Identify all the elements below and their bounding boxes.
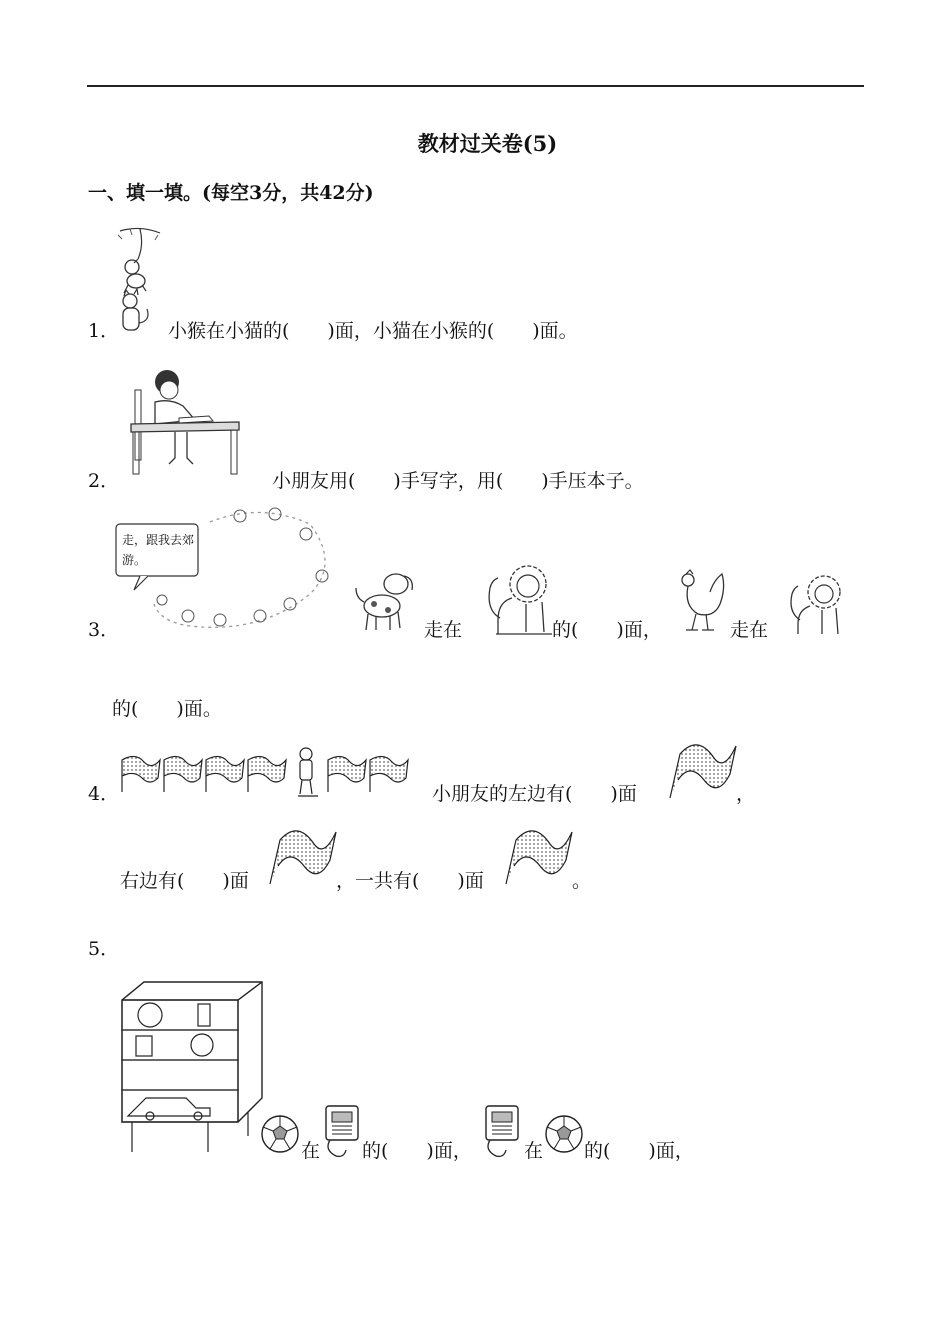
speech-bubble-text: 走，跟我去郊游。 [122,533,195,567]
child-writing-at-desk-illustration [125,366,245,476]
soccer-ball-icon [260,1114,300,1154]
q5-number: 5． [88,938,120,960]
flag-icon-2 [268,826,338,886]
q4-text-c: ，一共有( )面 [336,870,484,892]
q2-text: 小朋友用( )手写字，用( )手压本子。 [272,470,644,492]
q3-number: 3． [88,619,120,641]
excursion-speech-illustration [110,504,340,638]
cabinet-illustration [118,978,268,1158]
rooster-icon [676,568,728,634]
q3-text-a: 走在 [424,619,463,641]
section-heading-fill-in: 一、填一填。(每空3分，共42分) [88,182,374,204]
soccer-ball-icon-2 [544,1114,584,1154]
q4-text-a: 小朋友的左边有( )面 [432,783,637,805]
q4-comma: ， [736,783,756,805]
q4-text-b: 右边有( )面 [120,870,249,892]
q1-number: 1． [88,320,120,342]
q3-text-c: 走在 [730,619,769,641]
header-rule [87,85,864,87]
flag-icon [668,740,738,800]
q2-number: 2． [88,470,120,492]
q5-text-b: 的( )面， [362,1140,472,1162]
q5-text-a: 在 [301,1140,321,1162]
q3-text-d: 的( )面。 [112,698,222,720]
lion-icon-2 [776,570,850,636]
puppy-icon [352,570,420,634]
flag-icon-3 [504,826,574,886]
q5-text-c: 在 [524,1140,544,1162]
q3-text-b: 的( )面， [552,619,662,641]
page-title: 教材过关卷(5) [417,131,558,156]
lion-icon [470,558,556,638]
q1-text: 小猴在小猫的( )面，小猫在小猴的( )面。 [168,320,578,342]
q5-text-d: 的( )面， [584,1140,694,1162]
q4-number: 4． [88,783,120,805]
telephone-icon-2 [482,1102,522,1158]
flags-row-illustration [118,744,412,800]
telephone-icon [322,1102,362,1158]
q4-end: 。 [572,870,592,892]
